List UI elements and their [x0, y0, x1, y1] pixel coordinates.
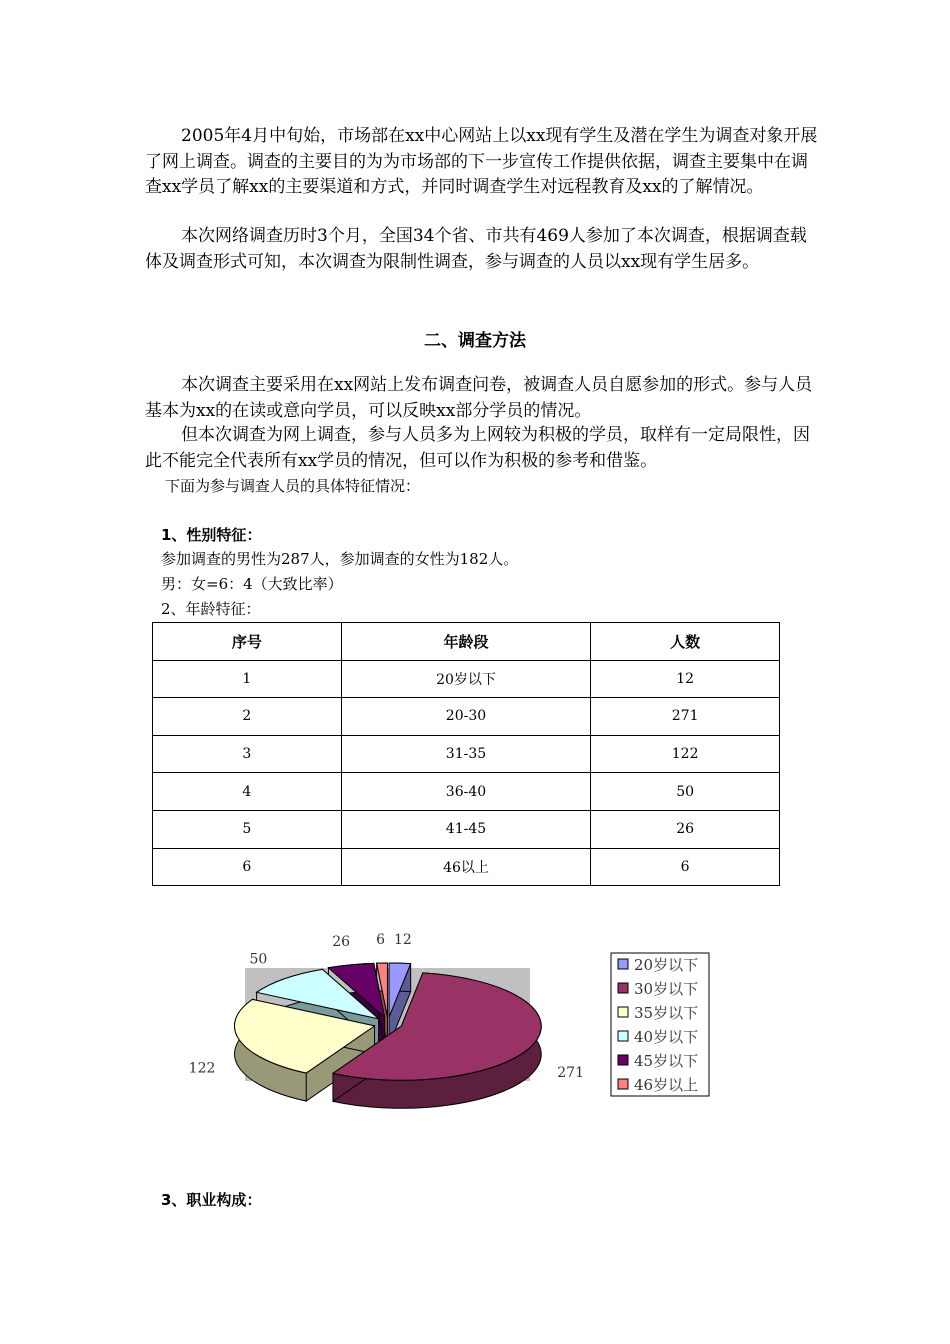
- age-table: [152, 622, 780, 886]
- legend-swatch-2: [618, 983, 628, 993]
- cell-index: 6: [153, 848, 342, 886]
- intro-paragraph-2: 本次网络调查历时3个月，全国34个省、市共有469人参加了本次调查，根据调查载体及调查形式可知，本次调查为限制性调查，参与调查的人员以xx现有学生居多。: [145, 226, 807, 272]
- pie-value-label-6: 6: [376, 931, 385, 948]
- method-paragraph-3: 下面为参与调查人员的具体特征情况：: [165, 477, 421, 495]
- section-heading-method: 二、调查方法: [424, 331, 526, 351]
- table-header-row: [153, 623, 780, 661]
- table-row: [153, 660, 780, 698]
- cell-index: 5: [153, 810, 342, 848]
- pie-value-label-2: 271: [557, 1064, 585, 1081]
- cell-index: 3: [153, 735, 342, 773]
- legend-swatch-5: [618, 1055, 628, 1065]
- header-age-range: 年龄段: [341, 623, 591, 661]
- cell-count: 12: [591, 660, 780, 698]
- table-row: [153, 773, 780, 811]
- legend-label-5: 45岁以下: [634, 1052, 699, 1070]
- intro-paragraph-1: 2005年4月中旬始，市场部在xx中心网站上以xx现有学生及潜在学生为调查对象开展了网上调查。调查的主要目的为为市场部的下一步宣传工作提供依据，调查主要集中在调查xx学员了解xx的主要渠道和方式，并同时调查学生对远程教育及xx的了解情况。: [145, 126, 818, 197]
- legend-swatch-3: [618, 1007, 628, 1017]
- cell-age-range: 20-30: [341, 698, 591, 736]
- age-pie-chart: [188, 931, 720, 1105]
- legend-swatch-6: [618, 1079, 628, 1089]
- cell-count: 26: [591, 810, 780, 848]
- table-row: [153, 848, 780, 886]
- gender-line-2: 男：女=6：4（大致比率）: [161, 575, 343, 593]
- legend-label-2: 30岁以下: [634, 980, 699, 998]
- legend-swatch-1: [618, 959, 628, 969]
- cell-age-range: 46以上: [341, 848, 591, 886]
- cell-index: 4: [153, 773, 342, 811]
- cell-count: 50: [591, 773, 780, 811]
- cell-index: 2: [153, 698, 342, 736]
- legend-label-6: 46岁以上: [634, 1076, 699, 1094]
- gender-title: 1、性别特征：: [161, 526, 262, 544]
- gender-line-1: 参加调查的男性为287人，参加调查的女性为182人。: [161, 550, 519, 568]
- table-row: [153, 698, 780, 736]
- pie-value-label-4: 50: [249, 951, 268, 968]
- cell-age-range: 20岁以下: [341, 660, 591, 698]
- pie-value-label-3: 122: [188, 1060, 216, 1077]
- legend-swatch-4: [618, 1031, 628, 1041]
- legend-label-3: 35岁以下: [634, 1004, 699, 1022]
- header-index: 序号: [153, 623, 342, 661]
- age-title: 2、年龄特征：: [161, 600, 261, 618]
- table-row: [153, 735, 780, 773]
- cell-count: 6: [591, 848, 780, 886]
- cell-index: 1: [153, 660, 342, 698]
- table-row: [153, 810, 780, 848]
- cell-age-range: 41-45: [341, 810, 591, 848]
- header-count: 人数: [591, 623, 780, 661]
- pie-value-label-5: 26: [332, 934, 351, 951]
- pie-value-label-1: 12: [394, 932, 412, 949]
- chart-legend-box: [611, 953, 709, 1096]
- cell-age-range: 31-35: [341, 735, 591, 773]
- method-paragraph-2: 但本次调查为网上调查，参与人员多为上网较为积极的学员，取样有一定局限性，因此不能完全代表所有xx学员的情况，但可以作为积极的参考和借鉴。: [145, 425, 810, 471]
- legend-label-4: 40岁以下: [634, 1028, 699, 1046]
- method-paragraph-1: 本次调查主要采用在xx网站上发布调查问卷，被调查人员自愿参加的形式。参与人员基本为xx的在读或意向学员，可以反映xx部分学员的情况。: [145, 375, 813, 421]
- cell-age-range: 36-40: [341, 773, 591, 811]
- legend-label-1: 20岁以下: [634, 956, 699, 974]
- cell-count: 271: [591, 698, 780, 736]
- cell-count: 122: [591, 735, 780, 773]
- occupation-title: 3、职业构成：: [161, 1191, 262, 1209]
